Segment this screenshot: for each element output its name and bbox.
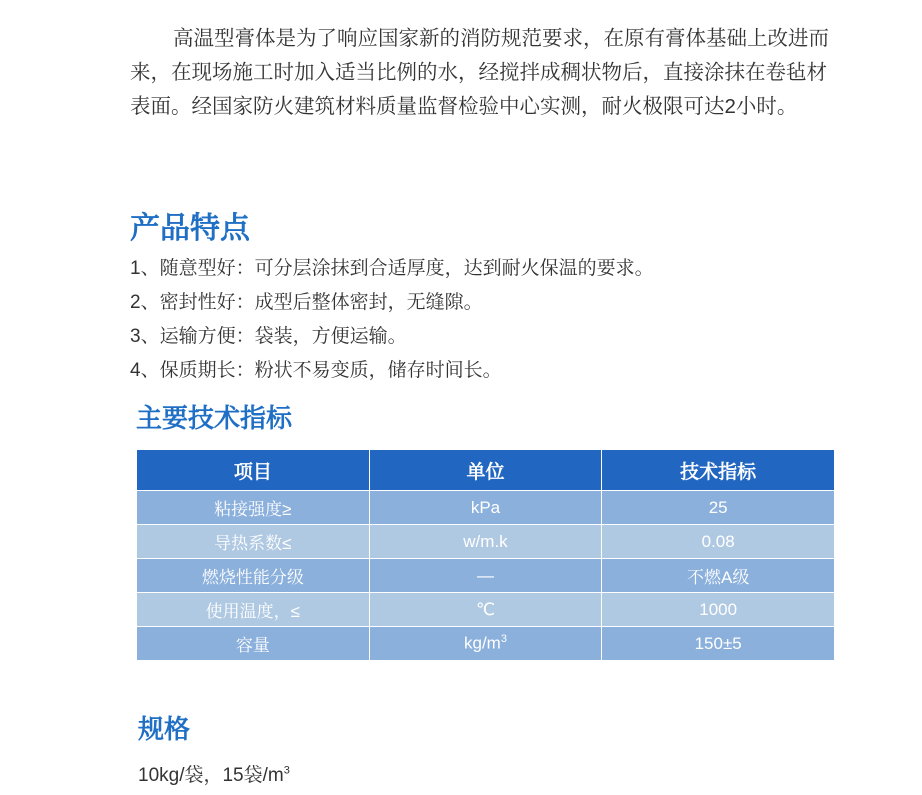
list-item: 1、随意型好：可分层涂抹到合适厚度，达到耐火保温的要求。 <box>130 258 654 279</box>
table-cell: kPa <box>369 491 602 525</box>
list-item: 2、密封性好：成型后整体密封，无缝隙。 <box>130 292 483 313</box>
intro-paragraph: 高温型膏体是为了响应国家新的消防规范要求，在原有膏体基础上改进而来，在现场施工时加入适当比例的水，经搅拌成稠状物后，直接涂抹在卷毡材表面。经国家防火建筑材料质量监督检验中心实测，耐火极限可达2小时。 <box>130 27 830 118</box>
table-row <box>137 559 835 593</box>
table-row <box>137 593 835 627</box>
table-cell: 不燃A级 <box>602 559 835 593</box>
table-cell: 25 <box>602 491 835 525</box>
table-row <box>137 491 835 525</box>
table-cell: ℃ <box>369 593 602 627</box>
table-row <box>137 525 835 559</box>
column-header: 项目 <box>137 450 370 491</box>
column-header: 单位 <box>369 450 602 491</box>
table-header-row <box>137 450 835 491</box>
unit-text: kg/m <box>464 633 501 653</box>
list-item: 3、运输方便：袋装，方便运输。 <box>130 326 407 347</box>
size-value: 10kg/袋，15袋/m <box>138 765 284 786</box>
table-row <box>137 627 835 661</box>
table-cell: 燃烧性能分级 <box>137 559 370 593</box>
specs-heading: 主要技术指标 <box>136 403 293 433</box>
size-heading: 规格 <box>138 714 191 744</box>
specs-table <box>136 449 835 661</box>
superscript: 3 <box>500 633 507 646</box>
table-cell: 导热系数≤ <box>137 525 370 559</box>
size-text <box>138 760 290 787</box>
table-cell: 150±5 <box>602 627 835 661</box>
table-cell: 1000 <box>602 593 835 627</box>
features-list <box>130 252 654 388</box>
table-cell: 0.08 <box>602 525 835 559</box>
list-item: 4、保质期长：粉状不易变质，储存时间长。 <box>130 360 502 381</box>
table-cell: w/m.k <box>369 525 602 559</box>
column-header: 技术指标 <box>602 450 835 491</box>
superscript: 3 <box>283 764 290 777</box>
features-heading: 产品特点 <box>130 212 250 245</box>
table-cell: 容量 <box>137 627 370 661</box>
table-cell: 使用温度，≤ <box>137 593 370 627</box>
table-cell: — <box>369 559 602 593</box>
table-cell: 粘接强度≥ <box>137 491 370 525</box>
table-cell <box>369 627 602 661</box>
